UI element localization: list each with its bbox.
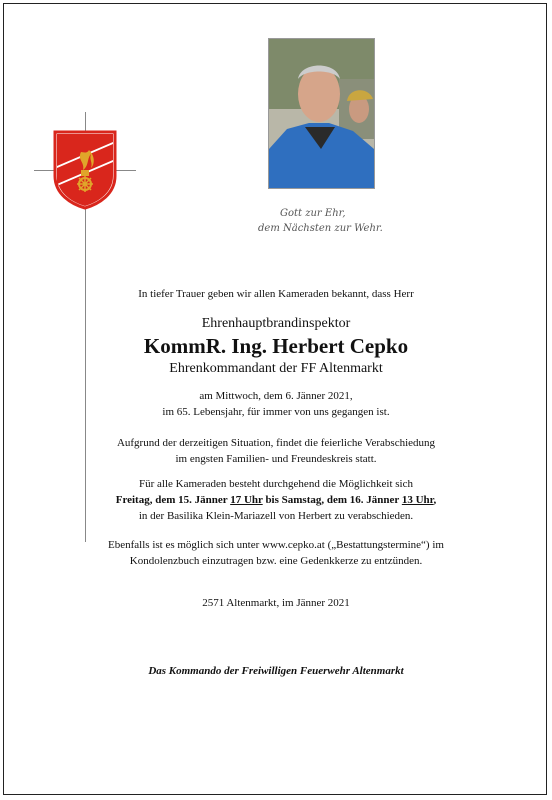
- deceased-name: KommR. Ing. Herbert Cepko: [143, 334, 409, 358]
- portrait-photo: [268, 38, 375, 189]
- death-notice: [40, 388, 512, 420]
- farewell-comma: ,: [433, 494, 437, 506]
- farewell-time-from: 17 Uhr: [230, 494, 263, 506]
- farewell-time-to: 13 Uhr: [401, 494, 434, 506]
- motto: [230, 206, 410, 236]
- motto-line-1: Gott zur Ehr,: [280, 208, 346, 219]
- situation-line-2: im engsten Familien- und Freundeskreis statt.: [175, 453, 377, 465]
- rank-title: Ehrenhauptbrandinspektor: [201, 316, 351, 331]
- online-line-2: Kondolenzbuch einzutragen bzw. eine Gedenkkerze zu entzünden.: [129, 555, 423, 567]
- death-line-1: am Mittwoch, dem 6. Jänner 2021,: [199, 390, 353, 402]
- online-line-1: Ebenfalls ist es möglich sich unter www.cepko.at („Bestattungstermine“) im: [108, 539, 444, 551]
- farewell-line-1: Für alle Kameraden besteht durchgehend die Möglichkeit sich: [139, 478, 413, 490]
- online-notice: [40, 537, 512, 569]
- farewell-date-from: Freitag, dem 15. Jänner: [115, 494, 231, 506]
- fire-brigade-crest-icon: [53, 130, 117, 210]
- deceased-role: Ehrenkommandant der FF Altenmarkt: [169, 361, 383, 376]
- situation-line-1: Aufgrund der derzeitigen Situation, findet die feierliche Verabschiedung: [116, 437, 436, 449]
- signature: Das Kommando der Freiwilligen Feuerwehr Altenmarkt: [148, 665, 404, 677]
- farewell-line-2: [40, 492, 512, 508]
- farewell-notice: [40, 476, 512, 524]
- motto-line-2: dem Nächsten zur Wehr.: [258, 223, 383, 234]
- farewell-date-to: bis Samstag, dem 16. Jänner: [262, 494, 402, 506]
- intro-text: In tiefer Trauer geben wir allen Kameraden bekannt, dass Herr: [138, 288, 414, 300]
- situation-notice: [40, 435, 512, 467]
- farewell-line-3: in der Basilika Klein-Mariazell von Herbert zu verabschieden.: [138, 510, 414, 522]
- death-line-2: im 65. Lebensjahr, für immer von uns gegangen ist.: [162, 406, 390, 418]
- place-date: 2571 Altenmarkt, im Jänner 2021: [202, 597, 350, 609]
